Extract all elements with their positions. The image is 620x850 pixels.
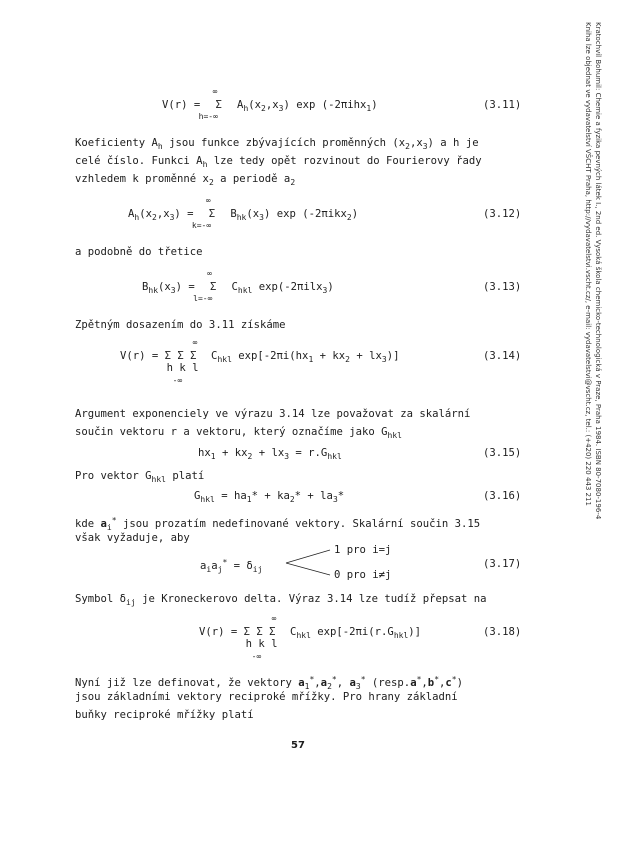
sub: h bbox=[243, 104, 249, 113]
sub: hkl bbox=[296, 631, 311, 640]
t: + kx bbox=[313, 350, 346, 362]
vector-c: c bbox=[445, 677, 452, 689]
sub: 3 bbox=[169, 213, 175, 222]
t: jsou funkce zbývajících proměnných (x bbox=[162, 137, 406, 149]
sup: * bbox=[222, 558, 228, 567]
side-note-line-2: Kniha lze objednat ve vydavatelství VŠCHT Praha, http://vydavatelstvi.vscht.cz/, e-mail: vydavatelstvi@vscht.cz, tel.: (+420) 220 443 211 bbox=[584, 22, 593, 506]
paragraph-line: jsou základními vektory reciproké mřížky. Pro hrany základní bbox=[75, 691, 458, 703]
sub: 1 bbox=[246, 495, 252, 504]
t: ) = bbox=[174, 208, 200, 220]
t: + lx bbox=[252, 447, 285, 459]
t: celé číslo. Funkci A bbox=[75, 155, 203, 167]
t: * + ka bbox=[251, 490, 290, 502]
t: , bbox=[439, 677, 446, 689]
t: je Kroneckerovo delta. Výraz 3.14 lze tudíž přepsat na bbox=[135, 593, 487, 605]
t: = ha bbox=[214, 490, 247, 502]
t: exp[-2πi(r.G bbox=[310, 626, 394, 638]
t: (resp. bbox=[365, 677, 411, 689]
t: = bbox=[227, 560, 247, 572]
sub: 3 bbox=[355, 682, 361, 691]
t: ) bbox=[351, 208, 359, 220]
vector-a1: a bbox=[298, 677, 305, 689]
equation-3-15 bbox=[198, 447, 342, 461]
sub: 2 bbox=[345, 355, 350, 364]
sum-lower: h=-∞ bbox=[198, 112, 218, 121]
t: B bbox=[230, 208, 237, 220]
paragraph-line: Argument exponenciely ve výrazu 3.14 lze považovat za skalární bbox=[75, 408, 471, 420]
sub: 3 bbox=[259, 213, 264, 222]
triple-sum-operator bbox=[164, 338, 205, 385]
t: (x bbox=[248, 99, 262, 111]
sub: 1 bbox=[210, 452, 216, 461]
sub: i bbox=[206, 565, 212, 574]
t: ) bbox=[371, 99, 378, 111]
vector-a: a bbox=[100, 518, 107, 530]
equation-number: (3.17) bbox=[483, 558, 522, 570]
sup: * bbox=[416, 675, 422, 684]
sum-upper: ∞ bbox=[192, 338, 198, 347]
t: a bbox=[211, 560, 218, 572]
sub: 1 bbox=[366, 104, 372, 113]
equation-number: (3.11) bbox=[483, 99, 522, 111]
t: a bbox=[200, 560, 207, 572]
sub: 2 bbox=[151, 213, 157, 222]
t: A bbox=[128, 208, 135, 220]
t: exp(-2πilx bbox=[252, 281, 323, 293]
sub: 2 bbox=[247, 452, 253, 461]
t: V(r) = bbox=[120, 350, 165, 362]
paragraph-line: buňky reciproké mřížky platí bbox=[75, 709, 254, 721]
t: )] bbox=[386, 350, 400, 362]
sub: 2 bbox=[405, 142, 410, 151]
paragraph-line: Zpětným dosazením do 3.11 získáme bbox=[75, 319, 286, 331]
sum-operator bbox=[193, 269, 225, 303]
t: ,x bbox=[409, 137, 423, 149]
t: (x bbox=[139, 208, 152, 220]
sub: hkl bbox=[217, 355, 232, 364]
vector-a3: a bbox=[349, 677, 356, 689]
paragraph-line bbox=[75, 591, 486, 612]
sub: hkl bbox=[393, 631, 409, 640]
equation-number: (3.15) bbox=[483, 447, 522, 459]
t: hx bbox=[198, 447, 211, 459]
equation-number: (3.18) bbox=[483, 626, 522, 638]
t: , bbox=[336, 677, 350, 689]
t: ) exp (-2πihx bbox=[283, 99, 367, 111]
sub: h bbox=[157, 142, 163, 151]
sup: * bbox=[331, 675, 337, 684]
t: ,x bbox=[156, 208, 170, 220]
equation-3-11 bbox=[162, 87, 378, 121]
sigma: Σ bbox=[215, 99, 222, 111]
t: (x bbox=[158, 281, 171, 293]
t: ) bbox=[327, 281, 334, 293]
sum-operator bbox=[198, 87, 231, 121]
t: C bbox=[231, 281, 238, 293]
t: )] bbox=[408, 626, 422, 638]
equation-number: (3.12) bbox=[483, 208, 522, 220]
sub: 2 bbox=[346, 213, 352, 222]
sub: hkl bbox=[200, 495, 215, 504]
t: , bbox=[421, 677, 428, 689]
sub: hk bbox=[148, 286, 159, 295]
t: Pro vektor G bbox=[75, 470, 152, 482]
sup: * bbox=[360, 675, 366, 684]
sum-lower: l=-∞ bbox=[193, 294, 213, 303]
t: platí bbox=[166, 470, 205, 482]
t: * + la bbox=[294, 490, 333, 502]
sum-indices: h k l bbox=[245, 638, 278, 650]
sum-lower: -∞ bbox=[251, 652, 262, 661]
equation-3-17 bbox=[200, 558, 262, 574]
equation-3-16 bbox=[194, 490, 344, 504]
t: Koeficienty A bbox=[75, 137, 158, 149]
t: C bbox=[211, 350, 218, 362]
t: + kx bbox=[215, 447, 248, 459]
sub: 3 bbox=[170, 286, 176, 295]
t: ) exp (-2πikx bbox=[263, 208, 347, 220]
t: V(r) = bbox=[199, 626, 244, 638]
sub: h bbox=[134, 213, 140, 222]
sum-indices: h k l bbox=[166, 362, 199, 374]
sub: 3 bbox=[381, 355, 387, 364]
t: = r.G bbox=[289, 447, 328, 459]
paragraph-line bbox=[75, 468, 204, 489]
eq-lhs: V(r) = bbox=[162, 99, 207, 111]
sigmas: Σ Σ Σ bbox=[164, 350, 197, 362]
sub: 2 bbox=[289, 495, 295, 504]
brace-lines bbox=[284, 546, 334, 580]
sub: ij bbox=[252, 565, 263, 574]
sub: hkl bbox=[327, 452, 342, 461]
t: ) = bbox=[175, 281, 202, 293]
t: (x bbox=[246, 208, 260, 220]
page-number: 57 bbox=[291, 740, 305, 751]
t: jsou prozatím nedefinované vektory. Skalární součin 3.15 bbox=[116, 518, 481, 530]
sum-operator bbox=[191, 196, 224, 230]
paragraph-line bbox=[75, 424, 402, 445]
sup: * bbox=[309, 675, 315, 684]
paragraph-line bbox=[75, 171, 295, 192]
t: + lx bbox=[349, 350, 382, 362]
sub: j bbox=[217, 565, 223, 574]
triple-sum-operator bbox=[243, 614, 284, 661]
case-upper: 1 pro i=j bbox=[334, 544, 392, 556]
equation-3-13 bbox=[142, 269, 334, 303]
sub: 3 bbox=[284, 452, 290, 461]
t: B bbox=[142, 281, 149, 293]
t: součin vektoru r a vektoru, který označíme jako G bbox=[75, 426, 388, 438]
vector-a2: a bbox=[320, 677, 328, 689]
sum-lower: k=-∞ bbox=[191, 221, 212, 230]
sub: 2 bbox=[290, 178, 296, 187]
sub: ij bbox=[126, 598, 136, 607]
t: exp[-2πi(hx bbox=[231, 350, 309, 362]
equation-number: (3.14) bbox=[483, 350, 522, 362]
side-note-line-1: Kratochvíl Bohumil: Chemie a fyzika pevných látek I., 2nd ed. Vysoká škola chemicko-technologická v Praze, Praha 1984. ISBN 80-7080-196-4 bbox=[594, 22, 602, 520]
t: lze tedy opět rozvinout do Fourierovy řady bbox=[207, 155, 482, 167]
sum-lower: -∞ bbox=[172, 376, 183, 385]
sigmas: Σ Σ Σ bbox=[243, 626, 276, 638]
sup: * bbox=[434, 675, 440, 684]
t: vzhledem k proměnné x bbox=[75, 173, 209, 185]
t: G bbox=[194, 490, 201, 502]
paragraph-line: však vyžaduje, aby bbox=[75, 532, 190, 544]
sigma: Σ bbox=[208, 208, 216, 220]
sigma: Σ bbox=[209, 281, 217, 293]
sub: 1 bbox=[308, 355, 314, 364]
t: kde bbox=[75, 518, 101, 530]
sub: 2 bbox=[261, 104, 266, 113]
t: ,x bbox=[265, 99, 279, 111]
sub: hkl bbox=[387, 431, 402, 440]
t: , bbox=[314, 677, 321, 689]
vector-a: a bbox=[410, 677, 417, 689]
t: ) bbox=[456, 677, 464, 689]
sub: 3 bbox=[322, 286, 328, 295]
t: a periodě a bbox=[213, 173, 291, 185]
eq-term: A bbox=[237, 99, 244, 111]
delta: δ bbox=[119, 593, 127, 605]
t: C bbox=[290, 626, 297, 638]
sub: 3 bbox=[278, 104, 284, 113]
sub: 2 bbox=[327, 682, 332, 691]
sum-upper: ∞ bbox=[212, 87, 218, 96]
paragraph-line: a podobně do třetice bbox=[75, 246, 203, 258]
equation-3-18 bbox=[199, 614, 422, 661]
vector-b: b bbox=[427, 677, 435, 689]
sub: i bbox=[106, 523, 112, 532]
equation-number: (3.16) bbox=[483, 490, 522, 502]
sub: hk bbox=[236, 213, 247, 222]
t: Symbol bbox=[75, 593, 120, 605]
sum-upper: ∞ bbox=[205, 196, 211, 205]
sub: 1 bbox=[304, 682, 310, 691]
sup: * bbox=[111, 516, 117, 525]
sum-upper: ∞ bbox=[207, 269, 212, 278]
equation-3-14 bbox=[120, 338, 400, 385]
sub: 2 bbox=[208, 178, 214, 187]
equation-3-12 bbox=[128, 196, 359, 230]
sub: hkl bbox=[151, 475, 166, 484]
side-note bbox=[560, 22, 620, 582]
delta: δ bbox=[246, 560, 253, 572]
case-lower: 0 pro i≠j bbox=[334, 569, 392, 581]
sup: * bbox=[451, 675, 457, 684]
sub: h bbox=[202, 160, 208, 169]
t: ) a h je bbox=[427, 137, 479, 149]
t: Nyní již lze definovat, že vektory bbox=[75, 677, 299, 689]
equation-number: (3.13) bbox=[483, 281, 522, 293]
t: * bbox=[337, 490, 345, 502]
sub: 3 bbox=[422, 142, 428, 151]
sum-upper: ∞ bbox=[271, 614, 277, 623]
sub: 3 bbox=[332, 495, 338, 504]
sub: hkl bbox=[237, 286, 253, 295]
